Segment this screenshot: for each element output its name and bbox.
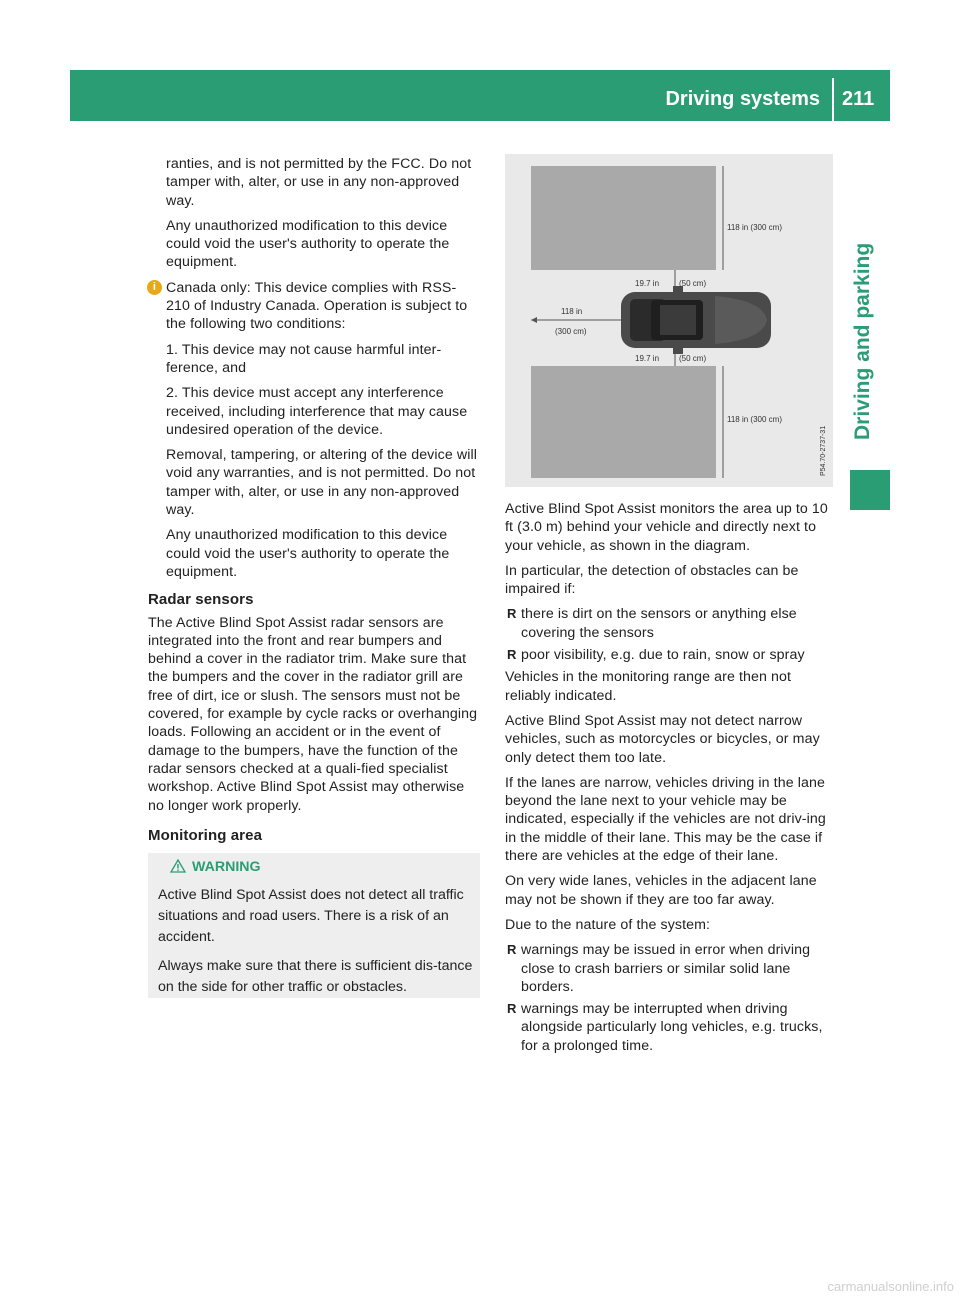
bullet-icon: R (507, 1001, 517, 1017)
page-header-bar (70, 70, 890, 121)
paragraph: Vehicles in the monitoring range are then not reliably indicated. (505, 669, 792, 704)
paragraph: Canada only: This device complies with RSS-210 of Industry Canada. Operation is subject to the following two conditions: (166, 279, 468, 333)
paragraph: Active Blind Spot Assist does not detect all traffic situations and road users. There is a risk of an accident. (158, 887, 464, 945)
list-item (505, 646, 835, 664)
section-heading: Monitoring area (148, 826, 263, 844)
section-title: Driving systems (665, 88, 820, 110)
list-item-text: warnings may be issued in error when driving close to crash barriers or similar solid lane borders. (521, 942, 811, 995)
label-top-zone: 118 in (300 cm) (727, 223, 782, 232)
paragraph: Active Blind Spot Assist monitors the area up to 10 ft (3.0 m) behind your vehicle and directly next to your vehicle, as shown in the diagram. (505, 501, 828, 554)
info-icon: i (147, 280, 162, 295)
paragraph: In particular, the detection of obstacles can be impaired if: (505, 562, 799, 598)
list-item (505, 605, 835, 642)
label-bottom-gap-metric: (50 cm) (679, 354, 707, 363)
label-rear: 118 in (561, 307, 583, 316)
paragraph: Always make sure that there is sufficient dis-tance on the side for other traffic or obstacles. (158, 958, 473, 995)
warning-box (148, 853, 480, 998)
paragraph: ranties, and is not permitted by the FCC. Do not tamper with, alter, or use in any non-approved way. (166, 156, 472, 209)
chapter-tab-marker (850, 470, 890, 510)
car-top-view (621, 286, 771, 354)
list-item-text: poor visibility, e.g. due to rain, snow or spray (521, 647, 805, 664)
footer-watermark: carmanualsonline.info (827, 1279, 954, 1294)
bullet-icon: R (507, 606, 517, 622)
label-rear-metric: (300 cm) (555, 327, 587, 336)
left-column (148, 155, 480, 849)
diagram-illustration (505, 154, 833, 487)
label-top-gap: 19.7 in (635, 279, 660, 288)
header-divider (832, 78, 834, 121)
label-bottom-gap: 19.7 in (635, 354, 660, 363)
paragraph: Due to the nature of the system: (505, 916, 711, 933)
bottom-zone (531, 366, 716, 478)
paragraph: Any unauthorized modification to this device could void the user's authority to operate the equipment. (166, 217, 450, 271)
top-zone (531, 166, 716, 270)
section-heading: Radar sensors (148, 591, 254, 609)
paragraph: If the lanes are narrow, vehicles driving in the lane beyond the lane next to your vehicle may be indicated, especially if the vehicles are not driv-ing in the middle of their lane. This may be the case if there are vehicles at the edge of their lane. (505, 774, 826, 865)
bullet-icon: R (507, 647, 517, 663)
warning-heading (170, 859, 261, 875)
figure-code: P54.70-2737-31 (820, 425, 827, 476)
paragraph: Active Blind Spot Assist may not detect narrow vehicles, such as motorcycles or bicycles, or may only detect them too late. (505, 712, 820, 766)
paragraph: The Active Blind Spot Assist radar sensors are integrated into the front and rear bumpers and behind a cover in the radiator trim. Make sure that the bumpers and the cover in the radiator grill are free of dirt, ice or slush. The sensors must not be covered, for example by cycle racks or overhanging loads. Following an accident or in the event of damage to the bumpers, have the function of the radar sensors checked at a quali-fied specialist workshop. Active Blind Spot Assist may otherwise no longer work properly. (148, 614, 478, 814)
paragraph: On very wide lanes, vehicles in the adjacent lane may not be shown if they are too far away. (505, 873, 817, 908)
bullet-icon: R (507, 942, 517, 958)
page-number: 211 (842, 88, 875, 110)
list-item-text: warnings may be interrupted when driving alongside particularly long vehicles, e.g. trucks, for a prolonged time. (521, 1001, 823, 1054)
label-top-gap-metric: (50 cm) (679, 279, 707, 288)
paragraph: 1. This device may not cause harmful inter-ference, and (166, 341, 442, 376)
list-item (505, 941, 835, 996)
paragraph: Any unauthorized modification to this device could void the user's authority to operate the equipment. (166, 527, 450, 580)
paragraph: 2. This device must accept any interference received, including interference that may cause undesired operation of the device. (166, 385, 468, 438)
right-column (505, 500, 835, 1059)
warning-triangle-icon (170, 859, 186, 873)
label-bottom-zone: 118 in (300 cm) (727, 415, 782, 424)
chapter-tab-label: Driving and parking (851, 242, 874, 440)
warning-body (158, 885, 476, 1005)
monitoring-area-diagram (505, 154, 833, 487)
list-item-text: there is dirt on the sensors or anything else covering the sensors (521, 606, 797, 641)
info-note (148, 279, 480, 581)
list-item (505, 1000, 835, 1055)
warning-title: WARNING (192, 859, 261, 875)
paragraph: Removal, tampering, or altering of the device will void any warranties, and is not permitted. Do not tamper with, alter, or use in any non-approved way. (166, 447, 477, 519)
